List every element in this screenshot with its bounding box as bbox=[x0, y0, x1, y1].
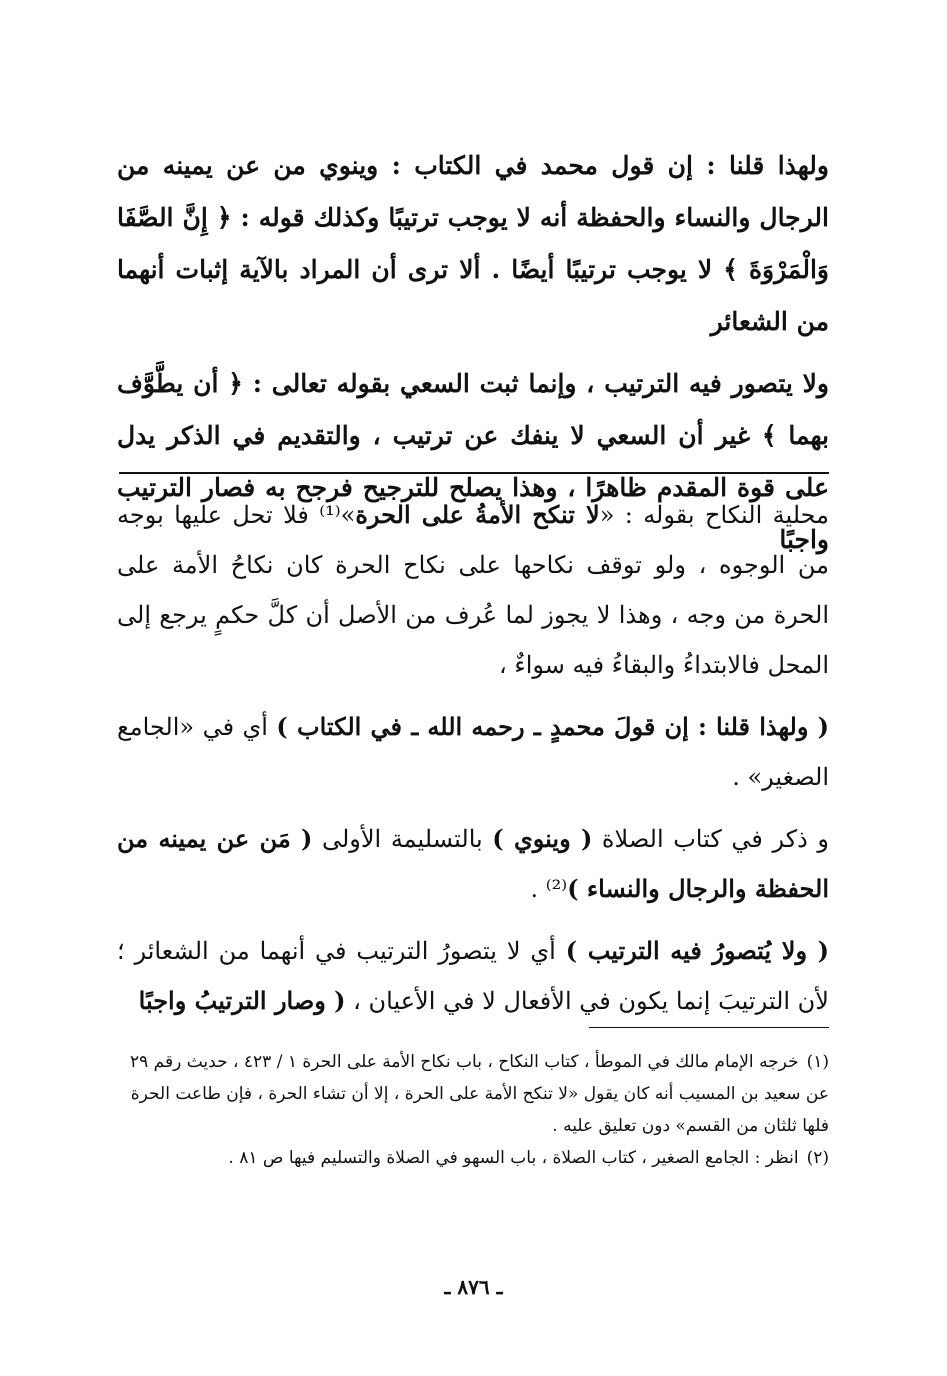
commentary-paragraph bbox=[117, 814, 829, 914]
commentary-text: أي لا يتصورُ الترتيب في أنهما من الشعائر ؛ لأن الترتيبَ إنما يكون في الأفعال لا في الأعيان ، bbox=[117, 937, 829, 1015]
commentary-paragraph bbox=[117, 490, 829, 690]
main-text-paragraph: ولهذا قلنا : إن قول محمد في الكتاب : وينوي من عن يمينه من الرجال والنساء والحفظة أنه لا يوجب ترتيبًا وكذلك قوله : ﴿ إِنَّ الصَّفَا وَالْمَرْوَةَ ﴾ لا يوجب ترتيبًا أيضًا . ألا ترى أن المراد بالآية إثبات أنهما من الشعائر bbox=[117, 151, 829, 336]
quoted-matn: ( وينوي ) bbox=[492, 824, 593, 853]
footnotes bbox=[117, 1046, 829, 1174]
quoted-matn: ( وصار الترتيبُ واجبًا bbox=[138, 986, 346, 1015]
commentary-text: و ذكر في كتاب الصلاة bbox=[592, 825, 829, 853]
commentary-paragraph bbox=[117, 702, 829, 802]
footnote-divider bbox=[589, 1027, 829, 1028]
commentary-text: فلا تحل عليها بوجه من الوجوه ، ولو توقف نكاحها على نكاح الحرة كان نكاحُ الأمة على الحرة من وجه ، وهذا لا يجوز لما عُرف من الأصل أن كلَّ حكمٍ يرجع إلى المحل فالابتداءُ والبقاءُ فيه سواءٌ ، bbox=[117, 501, 829, 679]
main-text-divider bbox=[119, 472, 829, 474]
footnote-text: انظر : الجامع الصغير ، كتاب الصلاة ، باب السهو في الصلاة والتسليم فيها ص ٨١ . bbox=[228, 1148, 799, 1168]
commentary-text: محلية النكاح بقوله : « bbox=[599, 501, 829, 529]
footnote bbox=[117, 1046, 829, 1142]
footnote-number: (٢) bbox=[806, 1148, 829, 1168]
commentary-text: بالتسليمة الأولى bbox=[312, 825, 493, 853]
main-text-paragraph: ولا يتصور فيه الترتيب ، وإنما ثبت السعي بقوله تعالى : ﴿ أن يطَّوَّف بهما ﴾ غير أن السعي لا ينفك عن ترتيب ، والتقديم في الذكر يدل على قوة المقدم ظاهرًا ، وهذا يصلح للترجيح فرجح به فصار الترتيب واجبًا bbox=[117, 369, 829, 554]
footnote-text: خرجه الإمام مالك في الموطأ ، كتاب النكاح ، باب نكاح الأمة على الحرة ١ / ٤٢٣ ، حديث رقم ٢٩ عن سعيد بن المسيب أنه كان يقول «لا تنكح الأمة على الحرة ، إلا أن تشاء الحرة ، فإن طاعت الحرة فلها ثلثان من القسم» دون تعليق عليه . bbox=[130, 1052, 829, 1136]
footnote-reference: ⁽²⁾ bbox=[545, 875, 568, 903]
footnote-reference: »⁽¹⁾ bbox=[319, 501, 356, 529]
page-number: ـ ٨٧٦ ـ bbox=[444, 1275, 503, 1299]
commentary-text: . bbox=[530, 875, 546, 903]
quoted-matn: ( مَن عن يمينه من الحفظة والرجال والنساء ) bbox=[117, 824, 829, 903]
quoted-matn: ( ولهذا قلنا : إن قولَ محمدٍ ـ رحمه الله ـ في الكتاب ) bbox=[276, 712, 829, 741]
commentary bbox=[117, 490, 829, 1038]
footnote-number: (١) bbox=[806, 1052, 829, 1072]
commentary-paragraph bbox=[117, 926, 829, 1026]
hadith-quote: لا تنكح الأمةُ على الحرة bbox=[355, 500, 600, 529]
commentary-text: أي في «الجامع الصغير» . bbox=[117, 713, 829, 791]
footnote bbox=[117, 1142, 829, 1174]
quoted-matn: ( ولا يُتصورُ فيه الترتيب ) bbox=[565, 936, 829, 965]
